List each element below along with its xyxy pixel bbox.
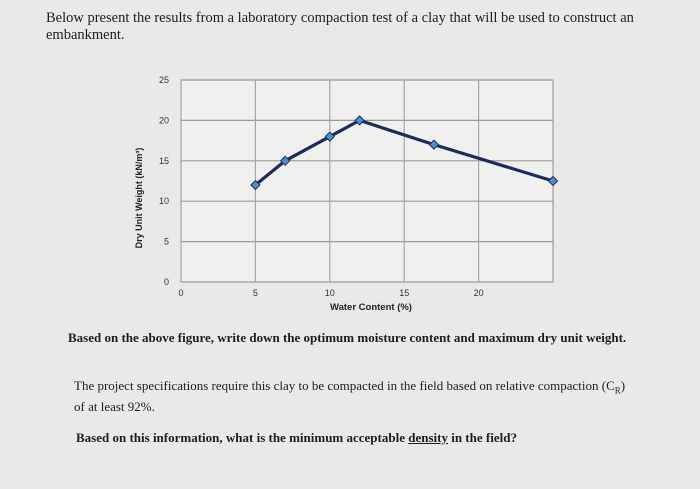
plot-area [181, 80, 553, 282]
x-axis-label: Water Content (%) [330, 302, 412, 313]
y-tick-label: 0 [163, 277, 169, 287]
y-axis-label: Dry Unit Weight (kN/m³) [134, 147, 144, 249]
x-tick-label: 20 [473, 288, 484, 298]
y-tick-label: 20 [158, 115, 169, 126]
y-tick-labels [159, 75, 169, 287]
spec-text-before: The project specifications require this clay to be compacted in the field based on relative compaction (C [74, 378, 615, 393]
x-tick-label: 10 [324, 288, 335, 298]
y-tick-label: 15 [158, 155, 169, 166]
q2-text-after: in the field? [447, 430, 517, 445]
x-tick-label: 0 [178, 288, 184, 298]
x-tick-label: 15 [399, 288, 410, 298]
x-tick-label: 5 [252, 288, 258, 298]
compaction-chart [125, 70, 565, 330]
question-min-density [76, 430, 636, 446]
chart-grid [181, 80, 553, 282]
y-tick-label: 10 [158, 196, 169, 207]
spec-subscript: R [614, 385, 621, 396]
x-tick-labels [178, 288, 483, 298]
compaction-chart-svg [125, 70, 565, 330]
y-tick-label: 5 [163, 236, 169, 247]
question-optimum: Based on the above figure, write down the optimum moisture content and maximum dry unit weight. [68, 330, 627, 345]
project-specification [74, 378, 634, 415]
spec-text-after: ) of at least 92%. [74, 378, 626, 414]
q2-underlined-word: density [408, 430, 448, 445]
problem-intro: Below present the results from a laboratory compaction test of a clay that will be used to construct an embankment. [46, 10, 634, 43]
q2-text-before: Based on this information, what is the minimum acceptable [76, 430, 409, 445]
y-tick-label: 25 [158, 75, 169, 85]
